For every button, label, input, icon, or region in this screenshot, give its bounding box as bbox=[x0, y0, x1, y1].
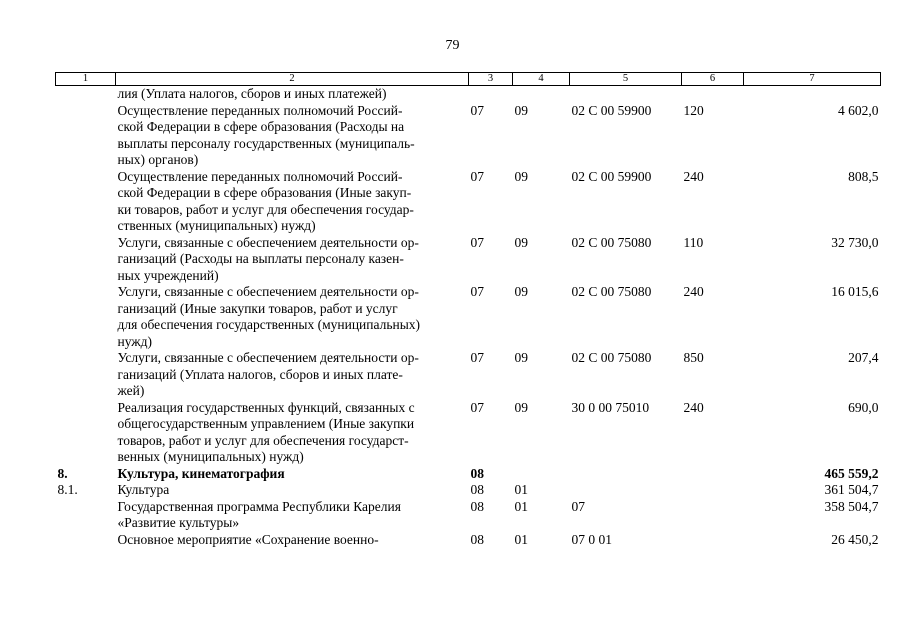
row-number bbox=[56, 284, 116, 350]
subsection-code: 01 bbox=[514, 531, 528, 547]
row-name: Государственная программа Республики Карелия «Развитие культуры» bbox=[117, 498, 401, 530]
subsection-code: 09 bbox=[514, 168, 528, 184]
amount: 207,4 bbox=[848, 350, 879, 365]
row-name: Основное мероприятие «Сохранение военно- bbox=[117, 531, 379, 547]
table-row bbox=[56, 350, 881, 400]
section-code: 08 bbox=[470, 498, 484, 514]
amount: 690,0 bbox=[848, 399, 879, 415]
target-article: 02 С 00 59900 bbox=[571, 102, 652, 118]
table-row bbox=[56, 466, 881, 483]
expense-type bbox=[682, 482, 744, 499]
target-article: 30 0 00 75010 bbox=[571, 399, 650, 415]
column-header: 7 bbox=[744, 73, 881, 86]
expense-type: 240 bbox=[683, 168, 704, 184]
row-name: Услуги, связанные с обеспечением деятельности ор- ганизаций (Уплата налогов, сборов и иных плате- жей) bbox=[117, 350, 419, 398]
section-code: 08 bbox=[470, 482, 484, 497]
amount: 16 015,6 bbox=[831, 284, 879, 299]
target-article bbox=[570, 86, 682, 103]
column-header: 1 bbox=[56, 73, 116, 86]
target-article bbox=[570, 466, 682, 483]
section-code bbox=[469, 86, 513, 103]
section-code: 07 bbox=[470, 102, 484, 118]
section-code: 07 bbox=[470, 284, 484, 299]
column-header: 4 bbox=[513, 73, 570, 86]
row-name: Осуществление переданных полномочий Россий- ской Федерации в сфере образования (Иные закуп- ки товаров, работ и услуг для обеспечения государ- ственных (муниципальных) нужд) bbox=[117, 168, 414, 233]
amount: 32 730,0 bbox=[831, 234, 879, 250]
table-header bbox=[56, 73, 881, 86]
table-row bbox=[56, 284, 881, 350]
row-name: Услуги, связанные с обеспечением деятельности ор- ганизаций (Иные закупки товаров, работ и услуг для обеспечения государственных (муниципальных) нужд) bbox=[117, 284, 421, 349]
row-number bbox=[56, 169, 116, 235]
subsection-code: 09 bbox=[514, 234, 528, 250]
subsection-code: 09 bbox=[514, 102, 528, 118]
amount: 358 504,7 bbox=[824, 498, 879, 514]
expense-type: 240 bbox=[683, 284, 704, 299]
column-header: 2 bbox=[116, 73, 469, 86]
section-code: 07 bbox=[470, 234, 484, 250]
amount: 361 504,7 bbox=[824, 482, 879, 497]
expense-type: 120 bbox=[683, 102, 704, 118]
amount: 808,5 bbox=[848, 168, 879, 184]
row-number: 8. bbox=[57, 465, 68, 481]
expense-type: 110 bbox=[683, 234, 704, 250]
row-name: Осуществление переданных полномочий Россий- ской Федерации в сфере образования (Расходы на выплаты персоналу государственных (муниципаль- ных) органов) bbox=[117, 102, 415, 167]
row-name: Услуги, связанные с обеспечением деятельности ор- ганизаций (Расходы на выплаты персоналу казен- ных учреждений) bbox=[117, 234, 419, 283]
amount: 465 559,2 bbox=[824, 465, 879, 481]
section-code: 08 bbox=[470, 531, 484, 547]
section-code: 07 bbox=[470, 399, 484, 415]
table-body bbox=[56, 86, 881, 549]
subsection-code: 01 bbox=[514, 498, 528, 514]
target-article: 07 0 01 bbox=[571, 531, 612, 547]
target-article bbox=[570, 482, 682, 499]
row-name: Культура bbox=[117, 482, 170, 497]
subsection-code: 09 bbox=[514, 284, 528, 299]
subsection-code bbox=[513, 86, 570, 103]
expense-type bbox=[682, 499, 744, 532]
section-code: 07 bbox=[470, 350, 484, 365]
target-article: 02 С 00 59900 bbox=[571, 168, 652, 184]
row-name: Реализация государственных функций, связанных с общегосударственным управлением (Иные закупки товаров, работ и услуг для обеспечения государст- венных (муниципальных) нужд) bbox=[117, 399, 415, 464]
target-article: 02 С 00 75080 bbox=[571, 284, 652, 299]
column-header: 3 bbox=[469, 73, 513, 86]
table-row bbox=[56, 169, 881, 235]
expense-type bbox=[682, 86, 744, 103]
page-number: 79 bbox=[445, 38, 460, 53]
column-header: 5 bbox=[570, 73, 682, 86]
row-number: 8.1. bbox=[57, 482, 78, 497]
amount: 26 450,2 bbox=[831, 531, 879, 547]
row-number bbox=[56, 400, 116, 466]
expense-type: 850 bbox=[683, 350, 704, 365]
row-number bbox=[56, 350, 116, 400]
table-row bbox=[56, 235, 881, 285]
row-number bbox=[56, 499, 116, 532]
section-code: 08 bbox=[470, 465, 484, 481]
table-row bbox=[56, 86, 881, 103]
subsection-code: 01 bbox=[514, 482, 528, 497]
table-row bbox=[56, 482, 881, 499]
expense-type: 240 bbox=[683, 399, 704, 415]
budget-table bbox=[55, 72, 881, 548]
table-row bbox=[56, 499, 881, 532]
target-article: 07 bbox=[571, 498, 585, 514]
column-header: 6 bbox=[682, 73, 744, 86]
table-row bbox=[56, 532, 881, 549]
row-name: лия (Уплата налогов, сборов и иных платежей) bbox=[117, 86, 387, 101]
subsection-code: 09 bbox=[514, 399, 528, 415]
amount bbox=[744, 86, 881, 103]
row-number bbox=[56, 235, 116, 285]
amount: 4 602,0 bbox=[838, 102, 879, 118]
expense-type bbox=[682, 532, 744, 549]
subsection-code: 09 bbox=[514, 350, 528, 365]
subsection-code bbox=[513, 466, 570, 483]
target-article: 02 С 00 75080 bbox=[571, 234, 652, 250]
section-code: 07 bbox=[470, 168, 484, 184]
row-number bbox=[56, 532, 116, 549]
table-row bbox=[56, 103, 881, 169]
row-number bbox=[56, 103, 116, 169]
row-name: Культура, кинематография bbox=[117, 465, 285, 481]
row-number bbox=[56, 86, 116, 103]
target-article: 02 С 00 75080 bbox=[571, 350, 652, 365]
table-row bbox=[56, 400, 881, 466]
expense-type bbox=[682, 466, 744, 483]
